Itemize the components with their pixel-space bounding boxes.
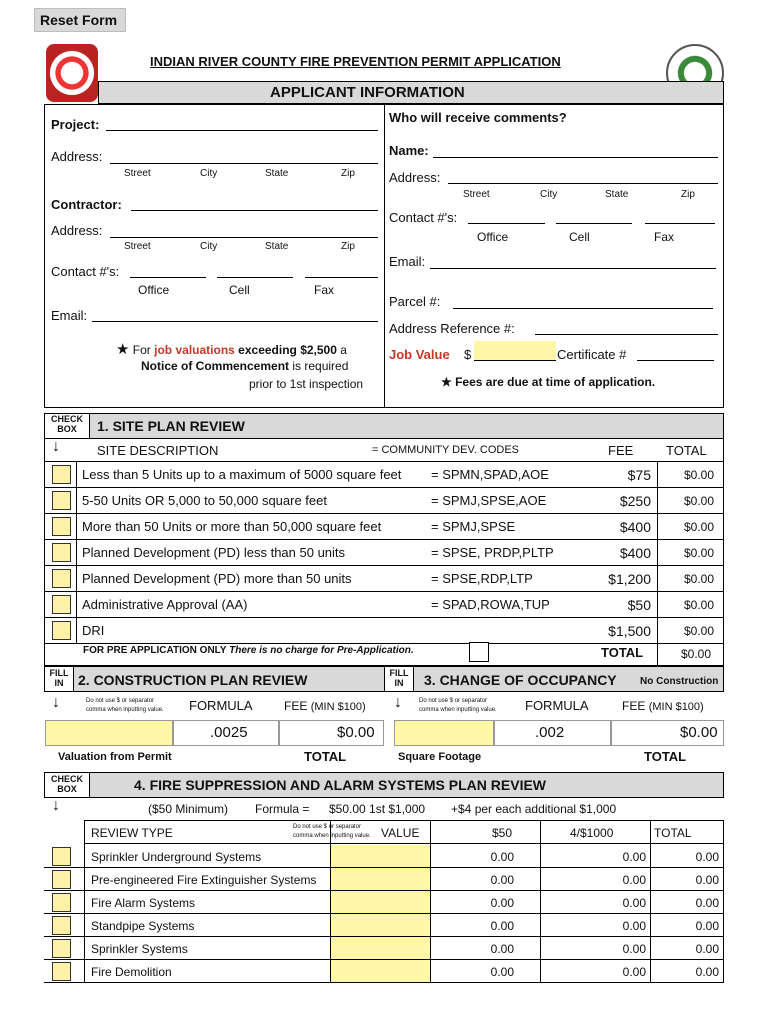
office-sublabel: Office: [138, 283, 170, 297]
no-construction-note: No Construction: [640, 676, 719, 687]
commencement-note: ★ For job valuations exceeding $2,500 a: [116, 341, 347, 358]
address-input[interactable]: [110, 163, 378, 164]
fire-total-value: 0.00: [695, 965, 719, 979]
pre-application-checkbox[interactable]: [469, 642, 489, 662]
fire-formula-first: $50.00 1st $1,000: [329, 802, 426, 816]
right-address-label: Address:: [389, 170, 441, 185]
address-reference-input[interactable]: [535, 334, 718, 335]
contact-office-input[interactable]: [130, 277, 206, 278]
review-type-header: REVIEW TYPE: [91, 826, 173, 840]
fire-total-value: 0.00: [695, 873, 719, 887]
fire-value-input[interactable]: [330, 845, 430, 867]
address-reference-label: Address Reference #:: [389, 321, 515, 336]
site-total: $0.00: [683, 572, 714, 586]
down-arrow-icon: ↓: [394, 694, 402, 711]
check-box-label: CHECK BOX: [50, 414, 83, 434]
four-per-thousand-header: 4/$1000: [570, 826, 614, 840]
construction-total-label: TOTAL: [304, 749, 347, 764]
right-contact-label: Contact #'s:: [389, 210, 458, 225]
pre-application-note: FOR PRE APPLICATION ONLY There is no charge for Pre-Application.: [83, 645, 414, 656]
down-arrow-icon: ↓: [52, 797, 60, 814]
fire-four-value: 0.00: [622, 942, 646, 956]
fire-system-checkbox[interactable]: [52, 939, 71, 958]
fire-four-value: 0.00: [622, 896, 646, 910]
zip-sublabel: Zip: [681, 189, 695, 200]
email-input[interactable]: [92, 321, 378, 322]
name-label: Name:: [389, 143, 429, 158]
fire-system-checkbox[interactable]: [52, 870, 71, 889]
certificate-label: Certificate #: [557, 347, 627, 362]
fee-min-header: FEE (MIN $100): [622, 699, 704, 713]
reset-form-button[interactable]: Reset Form: [34, 8, 126, 32]
state-sublabel: State: [605, 189, 629, 200]
site-description: More than 50 Units or more than 50,000 square feet: [82, 519, 382, 534]
fire-value-input[interactable]: [330, 868, 430, 890]
site-fee: $50: [627, 597, 651, 613]
fee-min-header: FEE (MIN $100): [284, 699, 366, 713]
street-sublabel: Street: [124, 168, 151, 179]
fire-four-value: 0.00: [622, 850, 646, 864]
office-sublabel: Office: [477, 230, 509, 244]
construction-fee: $0.00: [337, 724, 375, 741]
right-email-label: Email:: [389, 254, 426, 269]
street-sublabel: Street: [463, 189, 490, 200]
contractor-input[interactable]: [131, 210, 378, 211]
contact-fax-input[interactable]: [305, 277, 378, 278]
site-fee: $75: [627, 467, 651, 483]
site-description: Administrative Approval (AA): [82, 597, 248, 612]
fire-four-value: 0.00: [622, 919, 646, 933]
city-sublabel: City: [200, 168, 218, 179]
fire-system-checkbox[interactable]: [52, 916, 71, 935]
site-fee: $400: [619, 545, 651, 561]
fire-review-type: Pre-engineered Fire Extinguisher Systems: [91, 873, 317, 887]
fax-sublabel: Fax: [314, 283, 335, 297]
cell-sublabel: Cell: [569, 230, 590, 244]
fire-value-input[interactable]: [330, 914, 430, 936]
total-header: TOTAL: [666, 443, 707, 458]
site-description: Planned Development (PD) less than 50 units: [82, 545, 346, 560]
site-total-value: $0.00: [681, 647, 712, 661]
fee-header: FEE: [608, 443, 634, 458]
site-fee: $400: [619, 519, 651, 535]
contractor-address-input[interactable]: [110, 237, 378, 238]
fire-formula-plus: +$4 per each additional $1,000: [451, 802, 617, 816]
site-desc-header: SITE DESCRIPTION: [97, 443, 219, 458]
value-header: VALUE: [381, 826, 420, 840]
star-icon: ★: [116, 341, 130, 358]
applicant-header: APPLICANT INFORMATION: [270, 84, 465, 101]
fire-rescue-logo-icon: [46, 44, 98, 102]
construction-formula: .0025: [210, 724, 248, 741]
site-plan-header: 1. SITE PLAN REVIEW: [97, 418, 245, 434]
fire-fifty-value: 0.00: [490, 942, 514, 956]
fire-value-input[interactable]: [330, 891, 430, 913]
site-description: DRI: [82, 623, 105, 638]
project-input[interactable]: [106, 130, 378, 131]
site-total: $0.00: [683, 520, 714, 534]
contact-cell-input[interactable]: [217, 277, 293, 278]
certificate-input[interactable]: [637, 360, 714, 361]
fire-value-input[interactable]: [330, 960, 430, 982]
fire-total-value: 0.00: [695, 850, 719, 864]
occupancy-header: 3. CHANGE OF OCCUPANCY: [424, 672, 617, 688]
formula-header: FORMULA: [525, 698, 589, 713]
fire-review-type: Fire Alarm Systems: [91, 896, 196, 910]
construction-header: 2. CONSTRUCTION PLAN REVIEW: [78, 672, 308, 688]
formula-header: FORMULA: [189, 698, 253, 713]
city-sublabel: City: [200, 241, 218, 252]
occupancy-total-label: TOTAL: [644, 749, 687, 764]
fire-fifty-value: 0.00: [490, 919, 514, 933]
fire-system-checkbox[interactable]: [52, 962, 71, 981]
fire-fifty-value: 0.00: [490, 850, 514, 864]
state-sublabel: State: [265, 168, 289, 179]
site-codes: = SPAD,ROWA,TUP: [431, 597, 550, 612]
project-label: Project:: [51, 117, 100, 132]
right-cell-input[interactable]: [556, 223, 632, 224]
address-label: Address:: [51, 149, 103, 164]
fire-fifty-value: 0.00: [490, 965, 514, 979]
site-codes: = SPMN,SPAD,AOE: [431, 467, 549, 482]
site-description: Less than 5 Units up to a maximum of 5000 square feet: [82, 467, 402, 482]
fire-system-checkbox[interactable]: [52, 893, 71, 912]
site-codes: = SPSE,RDP,LTP: [431, 571, 533, 586]
site-codes: = SPSE, PRDP,PLTP: [431, 545, 554, 560]
fire-total-value: 0.00: [695, 942, 719, 956]
site-codes: = SPMJ,SPSE,AOE: [431, 493, 547, 508]
fire-total-value: 0.00: [695, 919, 719, 933]
site-fee: $1,500: [608, 623, 651, 639]
fire-four-value: 0.00: [622, 965, 646, 979]
fire-header: 4. FIRE SUPPRESSION AND ALARM SYSTEMS PLAN REVIEW: [134, 777, 547, 793]
fire-row-divider: [44, 982, 724, 983]
fees-due-note: ★ Fees are due at time of application.: [441, 375, 656, 389]
fire-formula-label: Formula =: [255, 802, 310, 816]
site-total: $0.00: [683, 546, 714, 560]
commencement-note-line2: Notice of Commencement is required: [141, 359, 349, 373]
square-footage-input[interactable]: [394, 720, 494, 746]
value-hint: Do not use $ or separator comma when inputting value.: [293, 824, 371, 839]
fifty-header: $50: [492, 826, 513, 840]
contractor-label: Contractor:: [51, 197, 122, 212]
right-email-input[interactable]: [430, 268, 716, 269]
valuation-label: Valuation from Permit: [58, 751, 172, 763]
form-title: INDIAN RIVER COUNTY FIRE PREVENTION PERMIT APPLICATION: [150, 54, 561, 69]
square-footage-label: Square Footage: [398, 751, 482, 763]
fire-fifty-value: 0.00: [490, 873, 514, 887]
fire-minimum: ($50 Minimum): [148, 802, 229, 816]
fill-in-label: FILL IN: [389, 668, 409, 688]
fire-value-input[interactable]: [330, 937, 430, 959]
fire-four-value: 0.00: [622, 873, 646, 887]
parcel-input[interactable]: [453, 308, 713, 309]
valuation-input[interactable]: [45, 720, 173, 746]
commencement-note-line3: prior to 1st inspection: [249, 377, 364, 391]
dollar-sign: $: [464, 347, 472, 362]
cell-sublabel: Cell: [229, 283, 250, 297]
fire-total-header: TOTAL: [654, 826, 692, 840]
fire-system-checkbox[interactable]: [52, 847, 71, 866]
zip-sublabel: Zip: [341, 241, 355, 252]
down-arrow-icon: ↓: [52, 694, 60, 711]
city-sublabel: City: [540, 189, 558, 200]
site-total-label: TOTAL: [601, 645, 644, 660]
parcel-label: Parcel #:: [389, 294, 441, 309]
email-label: Email:: [51, 308, 88, 323]
job-value-label: Job Value: [389, 347, 450, 362]
state-sublabel: State: [265, 241, 289, 252]
fax-sublabel: Fax: [654, 230, 675, 244]
site-description: Planned Development (PD) more than 50 units: [82, 571, 352, 586]
contact-label: Contact #'s:: [51, 264, 120, 279]
fire-review-type: Fire Demolition: [91, 965, 172, 979]
site-total: $0.00: [683, 494, 714, 508]
check-box-label: CHECK BOX: [50, 774, 83, 794]
fire-total-value: 0.00: [695, 896, 719, 910]
site-codes: = SPMJ,SPSE: [431, 519, 516, 534]
codes-header: = COMMUNITY DEV. CODES: [372, 444, 520, 456]
fill-in-label: FILL IN: [49, 668, 69, 688]
who-comments-label: Who will receive comments?: [389, 110, 567, 125]
site-fee: $1,200: [608, 571, 651, 587]
value-hint: Do not use $ or separator comma when inputting value.: [86, 698, 164, 713]
occupancy-fee: $0.00: [680, 724, 718, 741]
right-fax-input[interactable]: [645, 223, 715, 224]
site-total: $0.00: [683, 598, 714, 612]
zip-sublabel: Zip: [341, 168, 355, 179]
name-input[interactable]: [433, 157, 718, 158]
site-total: $0.00: [683, 624, 714, 638]
right-address-input[interactable]: [448, 183, 718, 184]
street-sublabel: Street: [124, 241, 151, 252]
down-arrow-icon: ↓: [52, 438, 60, 455]
contractor-address-label: Address:: [51, 223, 103, 238]
site-description: 5-50 Units OR 5,000 to 50,000 square feet: [82, 493, 327, 508]
right-office-input[interactable]: [468, 223, 545, 224]
fire-review-type: Sprinkler Systems: [91, 942, 188, 956]
job-value-input[interactable]: [474, 341, 556, 361]
fire-review-type: Sprinkler Underground Systems: [91, 850, 262, 864]
fire-fifty-value: 0.00: [490, 896, 514, 910]
site-total: $0.00: [683, 468, 714, 482]
fire-review-type: Standpipe Systems: [91, 919, 195, 933]
site-fee: $250: [619, 493, 651, 509]
value-hint: Do not use $ or separator comma when inputting value.: [419, 698, 497, 713]
occupancy-formula: .002: [535, 724, 565, 741]
